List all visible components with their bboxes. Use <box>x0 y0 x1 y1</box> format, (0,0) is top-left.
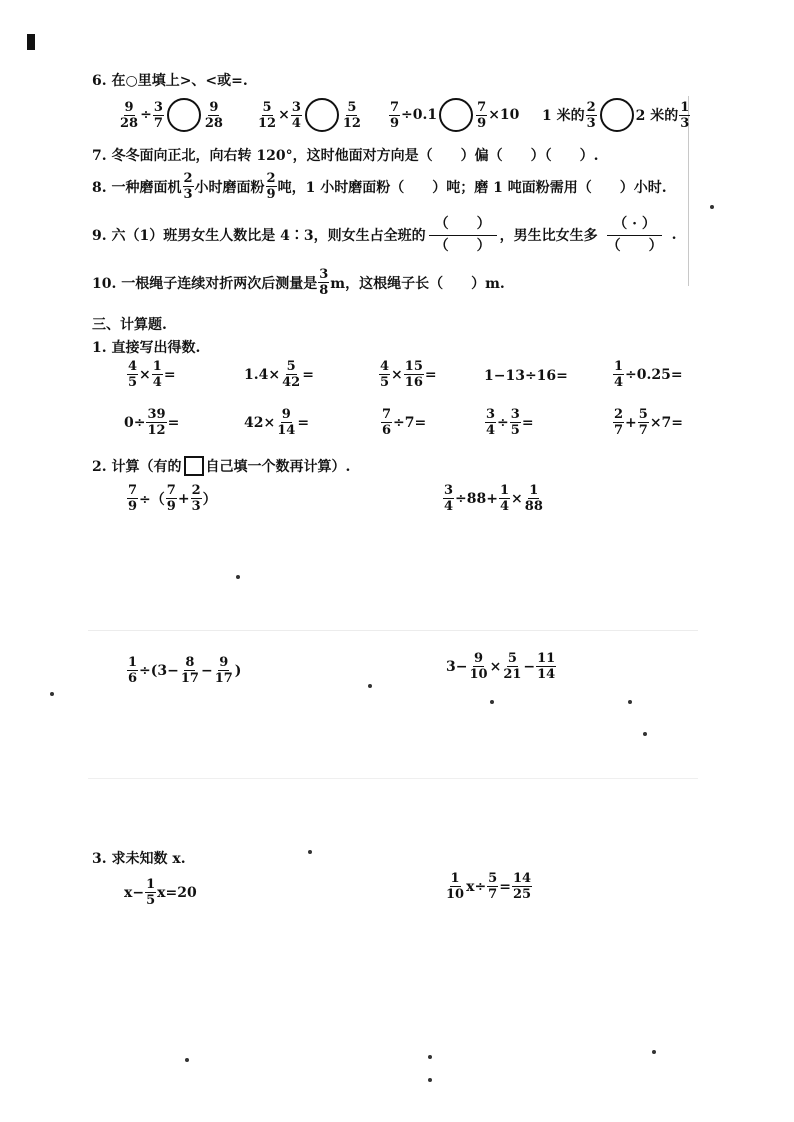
fraction: $\frac{2}{3}$ <box>191 483 201 514</box>
operator: ÷0.1 <box>401 107 438 123</box>
fraction: $\frac{1}{10}$ <box>446 871 465 902</box>
fraction: $\frac{2}{3}$ <box>183 171 193 202</box>
calc-2-4 <box>484 408 534 437</box>
speck <box>308 850 312 854</box>
fill-box[interactable] <box>184 456 204 476</box>
fraction: $\frac{1}{4}$ <box>152 359 162 390</box>
fraction: $\frac{9}{14}$ <box>277 407 296 438</box>
speck <box>490 700 494 704</box>
operand: x− <box>124 884 145 901</box>
operator: = <box>521 414 534 431</box>
calc-1-4 <box>484 368 568 384</box>
fraction: $\frac{1}{6}$ <box>128 655 138 686</box>
sub3-title-text: 3. 求未知数 x. <box>92 851 186 867</box>
answer-fraction-blank[interactable]: （ ） （ ） <box>429 216 497 255</box>
operand: 3− <box>446 658 468 675</box>
fraction: $\frac{1}{4}$ <box>500 483 510 514</box>
operator: ×7= <box>649 414 684 431</box>
fraction: $\frac{8}{17}$ <box>180 655 199 686</box>
operator: ÷88+ <box>455 490 498 507</box>
answer-circle[interactable] <box>439 98 473 132</box>
calc-1-3 <box>378 360 437 389</box>
speck <box>710 205 714 209</box>
q9 <box>92 216 676 255</box>
section-title-text: 三、计算题. <box>92 317 167 333</box>
operator: ÷ <box>497 414 509 431</box>
operator: = <box>297 414 310 431</box>
fraction: $\frac{5}{7}$ <box>638 407 648 438</box>
q9-text: . <box>671 227 677 244</box>
operator: ÷0.25= <box>625 366 683 383</box>
speck <box>368 684 372 688</box>
speck <box>185 1058 189 1062</box>
fraction: $\frac{1}{5}$ <box>146 877 156 908</box>
q6-item-3 <box>388 98 519 132</box>
operand: 0÷ <box>124 414 146 431</box>
speck <box>428 1078 432 1082</box>
calc-1-1 <box>126 360 176 389</box>
expression: 1−13÷16= <box>484 368 568 384</box>
bleed-line <box>88 630 698 631</box>
q6-label: 6. 在○里填上>、<或=. <box>92 73 248 89</box>
fraction: $\frac{3}{8}$ <box>319 267 329 298</box>
fraction: $\frac{9}{28}$ <box>204 99 223 131</box>
operand: x=20 <box>157 884 197 901</box>
fraction: $\frac{5}{7}$ <box>488 871 498 902</box>
operator: × <box>139 366 151 383</box>
operator: = <box>424 366 437 383</box>
fraction: $\frac{7}{9}$ <box>166 483 176 514</box>
answer-circle[interactable] <box>167 98 201 132</box>
operator: = <box>499 878 511 895</box>
speck <box>428 1055 432 1059</box>
fraction: $\frac{11}{14}$ <box>537 651 556 682</box>
q8-text: 吨，1 小时磨面粉（ ）吨；磨 1 吨面粉需用（ ）小时. <box>277 179 667 196</box>
operand: 42× <box>244 414 276 431</box>
fraction: $\frac{9}{28}$ <box>120 99 139 131</box>
operator: − <box>523 658 536 675</box>
eq-2 <box>444 872 533 901</box>
fraction: $\frac{1}{4}$ <box>614 359 624 390</box>
operator: = <box>302 366 314 383</box>
operator: + <box>625 414 637 431</box>
operator: + <box>177 490 190 507</box>
fraction: $\frac{15}{16}$ <box>404 359 423 390</box>
operand: 1.4× <box>244 366 281 383</box>
calc-1-2 <box>244 360 314 389</box>
text: 2 米的 <box>635 108 679 124</box>
operator: ÷(3− <box>139 662 179 679</box>
calc2-b <box>442 484 545 513</box>
q7-text: 7. 冬冬面向正北，向右转 120°，这时他面对方向是（ ）偏（ ）（ ）. <box>92 148 599 164</box>
scan-mark <box>27 34 35 50</box>
fraction: $\frac{3}{5}$ <box>510 407 520 438</box>
speck <box>50 692 54 696</box>
fraction: $\frac{4}{5}$ <box>128 359 138 390</box>
fraction: $\frac{5}{21}$ <box>503 651 522 682</box>
calc-2-3 <box>380 408 426 437</box>
fraction: $\frac{7}{9}$ <box>128 483 138 514</box>
section-title <box>92 314 167 334</box>
bleed-line <box>88 778 698 779</box>
speck <box>652 1050 656 1054</box>
calc2-d <box>446 652 557 681</box>
sub1-title <box>92 337 200 357</box>
fraction: $\frac{14}{25}$ <box>512 871 532 902</box>
operator: ÷7= <box>393 414 427 431</box>
operator: ) <box>234 662 242 679</box>
q7 <box>92 145 598 165</box>
operator: ÷ <box>140 107 152 123</box>
sub1-title-text: 1. 直接写出得数. <box>92 340 201 356</box>
q6-item-2 <box>256 98 363 132</box>
sub2-title-text: 自己填一个数再计算）. <box>205 459 351 475</box>
q10 <box>92 268 505 297</box>
calc2-c <box>126 656 241 685</box>
calc-2-1 <box>124 408 179 437</box>
speck <box>643 732 647 736</box>
operator: ） <box>202 491 217 508</box>
fraction: $\frac{7}{9}$ <box>477 99 487 131</box>
answer-circle[interactable] <box>305 98 339 132</box>
answer-fraction-blank[interactable]: （ · ） （ ） <box>606 216 663 254</box>
fraction: $\frac{9}{10}$ <box>469 651 488 682</box>
q6-title <box>92 70 248 90</box>
fraction: $\frac{39}{12}$ <box>147 407 166 438</box>
speck <box>236 575 240 579</box>
fraction: $\frac{3}{7}$ <box>153 99 163 131</box>
fraction: $\frac{5}{42}$ <box>282 359 301 390</box>
operator: = <box>163 366 176 383</box>
calc-1-5 <box>612 360 683 389</box>
fraction: $\frac{2}{3}$ <box>586 99 596 131</box>
q6-item-4 <box>542 98 691 132</box>
calc-2-5 <box>612 408 683 437</box>
q9-text: ，男生比女生多 <box>499 228 598 245</box>
fraction: $\frac{5}{12}$ <box>258 99 277 131</box>
sub2-title-text: 2. 计算（有的 <box>92 459 182 475</box>
speck <box>628 700 632 704</box>
operator: × <box>511 490 523 507</box>
answer-circle[interactable] <box>600 98 634 132</box>
fraction: $\frac{3}{4}$ <box>486 407 496 438</box>
sub2-title <box>92 456 350 476</box>
calc2-a <box>126 484 217 513</box>
q6-item-1 <box>118 98 225 132</box>
fraction: $\frac{1}{3}$ <box>680 99 690 131</box>
fraction: $\frac{7}{9}$ <box>390 99 400 131</box>
operator: = <box>167 414 180 431</box>
sub3-title <box>92 848 186 868</box>
operator: × <box>489 658 502 675</box>
q8-text: 8. 一种磨面机 <box>92 179 182 196</box>
fraction: $\frac{4}{5}$ <box>380 359 390 390</box>
operator: − <box>200 662 213 679</box>
q9-text: 9. 六（1）班男女生人数比是 4∶3，则女生占全班的 <box>92 228 426 245</box>
q8-text: 小时磨面粉 <box>194 179 265 196</box>
q10-text: 10. 一根绳子连续对折两次后测量是 <box>92 275 318 292</box>
operator: × <box>278 107 290 123</box>
fraction: $\frac{3}{4}$ <box>444 483 454 514</box>
fraction: $\frac{5}{12}$ <box>342 99 361 131</box>
fraction: $\frac{7}{6}$ <box>382 407 392 438</box>
fraction: $\frac{3}{4}$ <box>291 99 301 131</box>
fraction: $\frac{2}{7}$ <box>614 407 624 438</box>
q10-text: m，这根绳子长（ ）m. <box>330 275 505 292</box>
operator: ÷（ <box>139 491 165 508</box>
fraction: $\frac{2}{9}$ <box>266 171 276 202</box>
fraction: $\frac{1}{88}$ <box>524 483 543 514</box>
operator: × <box>391 366 403 383</box>
text: 1 米的 <box>542 108 585 124</box>
q8 <box>92 172 667 201</box>
eq-1 <box>124 878 197 907</box>
calc-2-2 <box>244 408 309 437</box>
fraction: $\frac{9}{17}$ <box>214 655 233 686</box>
operand: x÷ <box>466 878 487 895</box>
operator: ×10 <box>488 107 520 123</box>
